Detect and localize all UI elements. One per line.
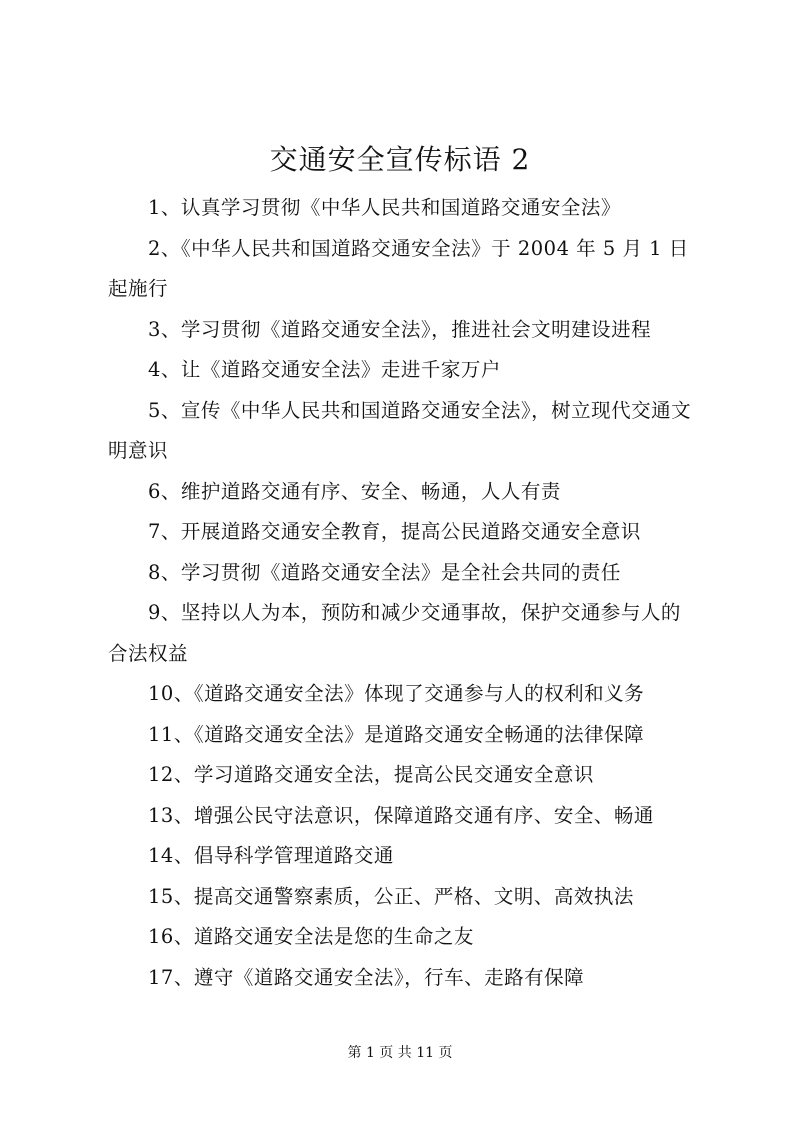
slogan-item: 16、道路交通安全法是您的生命之友 — [148, 925, 474, 948]
slogan-item: 5、宣传《中华人民共和国道路交通安全法》，树立现代交通文明意识 — [108, 398, 692, 462]
slogan-item: 15、提高交通警察素质，公正、严格、文明、高效执法 — [148, 884, 634, 908]
slogan-item: 4、让《道路交通安全法》走进千家万户 — [148, 358, 501, 381]
slogan-list — [108, 188, 700, 998]
slogan-item: 11、《道路交通安全法》是道路交通安全畅通的法律保障 — [148, 722, 645, 746]
slogan-item: 6、维护道路交通有序、安全、畅通，人人有责 — [148, 479, 561, 503]
slogan-item: 13、增强公民守法意识，保障道路交通有序、安全、畅通 — [148, 803, 654, 827]
slogan-item: 10、《道路交通安全法》体现了交通参与人的权利和义务 — [148, 682, 645, 705]
slogan-item: 14、倡导科学管理道路交通 — [148, 844, 394, 867]
document-title: 交通安全宣传标语 2 — [269, 143, 531, 176]
slogan-item: 9、坚持以人为本，预防和减少交通事故，保护交通参与人的合法权益 — [108, 601, 681, 665]
slogan-item: 17、遵守《道路交通安全法》，行车、走路有保障 — [148, 965, 585, 989]
slogan-item: 7、开展道路交通安全教育，提高公民道路交通安全意识 — [148, 520, 641, 543]
slogan-item: 1、认真学习贯彻《中华人民共和国道路交通安全法》 — [148, 196, 621, 219]
slogan-item: 2、《中华人民共和国道路交通安全法》于 2004 年 5 月 1 日起施行 — [108, 236, 689, 300]
slogan-item: 8、学习贯彻《道路交通安全法》是全社会共同的责任 — [148, 560, 621, 584]
page-footer: 第 1 页 共 11 页 — [347, 1045, 453, 1061]
slogan-item: 3、学习贯彻《道路交通安全法》，推进社会文明建设进程 — [148, 317, 652, 341]
slogan-item: 12、学习道路交通安全法，提高公民交通安全意识 — [148, 763, 594, 786]
